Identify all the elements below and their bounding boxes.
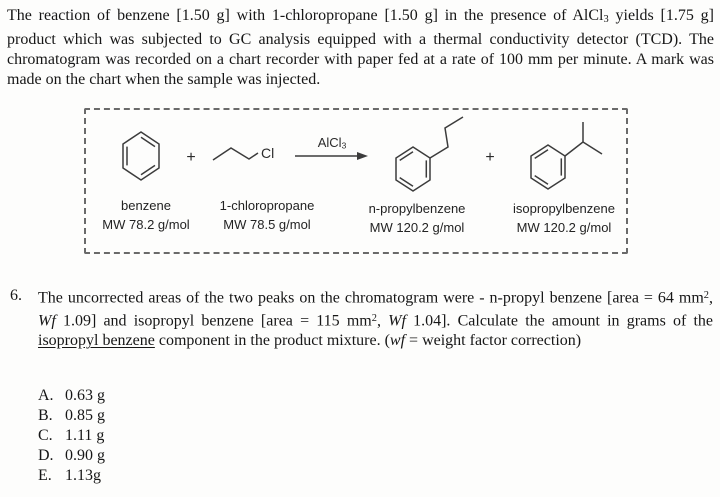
option-value: 1.13g: [65, 467, 101, 484]
question-6: [10, 286, 713, 351]
compound-mw: MW 78.2 g/mol: [102, 217, 190, 232]
propylbenzene-structure: [396, 117, 463, 191]
chloropropane-structure: [213, 148, 258, 160]
option-value: 0.85 g: [65, 407, 105, 424]
option-d: [38, 446, 105, 466]
option-letter: B.: [38, 407, 53, 424]
compound-label-isopropylbenzene: [496, 199, 632, 237]
compound-mw: MW 120.2 g/mol: [516, 220, 612, 235]
answer-options: [38, 386, 105, 486]
question-number: 6.: [10, 287, 22, 304]
isopropylbenzene-structure: [531, 122, 602, 189]
cl-atom-label: Cl: [261, 145, 275, 161]
catalyst-base: AlCl: [317, 135, 342, 150]
compound-label-chloropropane: [206, 196, 328, 234]
compound-name: n-propylbenzene: [368, 201, 466, 216]
option-value: 0.63 g: [65, 387, 105, 404]
option-letter: D.: [38, 447, 54, 464]
compound-label-benzene: [88, 196, 204, 234]
compound-name: benzene: [121, 198, 171, 213]
option-a: [38, 386, 105, 406]
compound-mw: MW 120.2 g/mol: [369, 220, 465, 235]
compound-name: isopropylbenzene: [513, 201, 615, 216]
option-e: [38, 466, 105, 486]
option-value: 1.11 g: [65, 427, 105, 444]
compound-mw: MW 78.5 g/mol: [223, 217, 311, 232]
catalyst-label: [292, 135, 372, 151]
plus-sign-reagents: +: [186, 149, 196, 166]
benzene-structure: [123, 132, 159, 180]
option-letter: A.: [38, 387, 54, 404]
reaction-scheme-box: [84, 108, 628, 254]
option-letter: C.: [38, 427, 53, 444]
option-letter: E.: [38, 467, 52, 484]
intro-paragraph: The reaction of benzene [1.50 g] with 1-chloropropane [1.50 g] in the presence of AlCl$_3$ yields [1.75 g] product which was subjected to GC analysis equipped with a thermal conductivity detector (TCD). The chromatogram was recorded on a chart recorder with paper fed at a rate of 100 mm per minute. A mark was made on the chart when the sample was injected.: [7, 7, 715, 89]
option-b: [38, 406, 105, 426]
reaction-arrow: [295, 152, 368, 160]
plus-sign-products: +: [485, 149, 495, 166]
question-text: The uncorrected areas of the two peaks on the chromatogram were - n-propyl benzene [area = 64 $mm^2$, Wf 1.09] and isopropyl benzene [area = 115 $mm^2$, Wf 1.04]. Calculate the amount in grams of the isopropyl benzene component in the product mixture. (wf = weight factor correction): [38, 289, 714, 350]
catalyst-subscript: 3: [341, 140, 347, 151]
option-c: [38, 426, 105, 446]
compound-label-propylbenzene: [349, 199, 485, 237]
option-value: 0.90 g: [65, 447, 105, 464]
compound-name: 1-chloropropane: [219, 198, 315, 213]
